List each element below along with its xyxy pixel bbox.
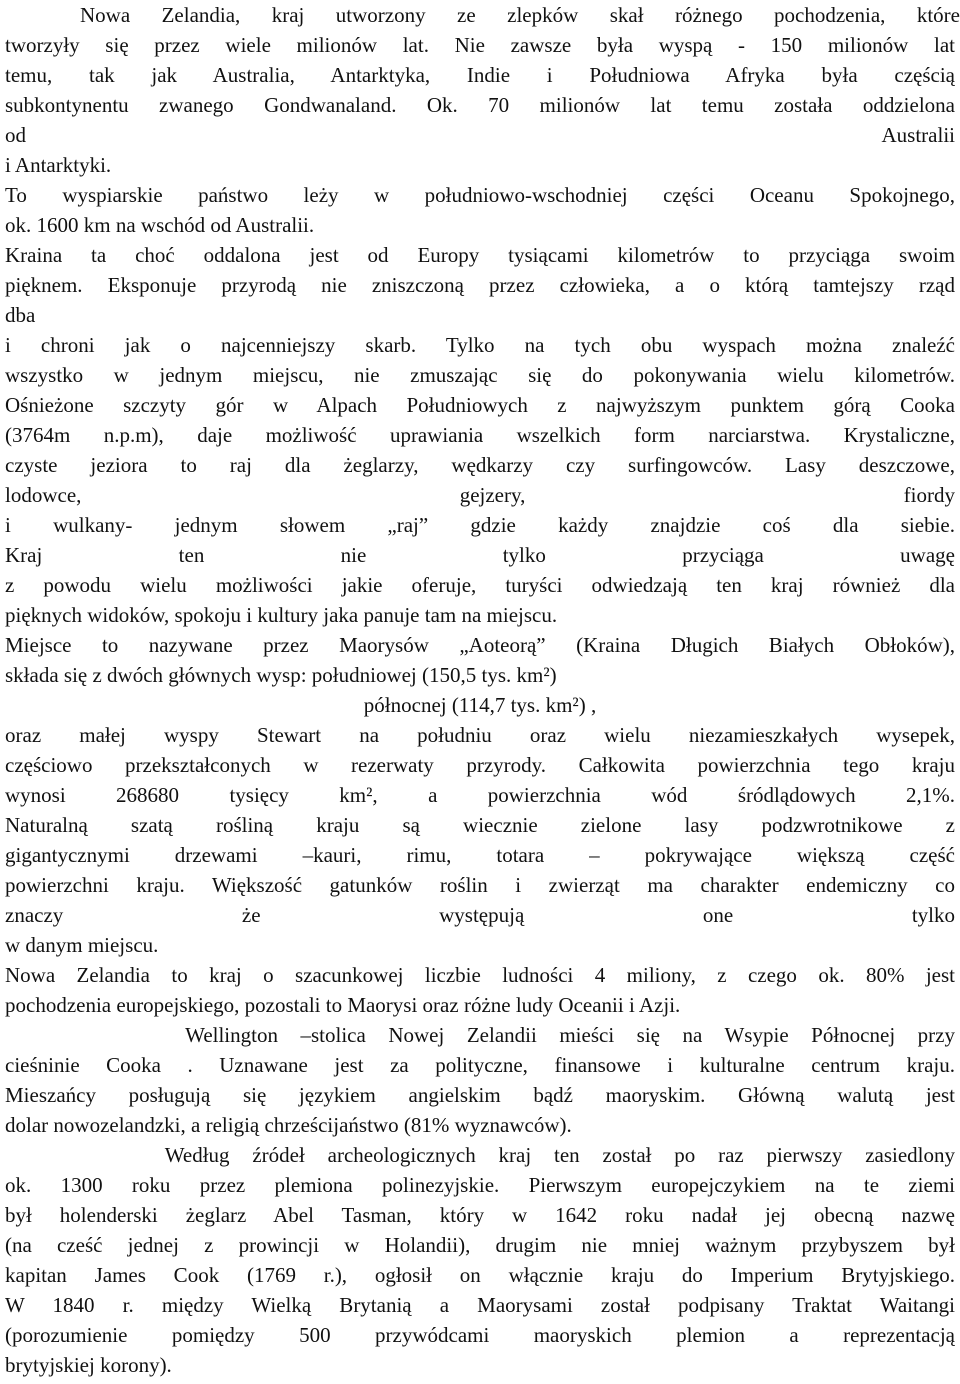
text-line: ok. 1300 roku przez plemiona polinezyjskie. Pierwszym europejczykiem na te ziemi bbox=[5, 1173, 955, 1197]
text-line: wszystko w jednym miejscu, nie zmuszając się do pokonywania wielu kilometrów. bbox=[5, 363, 955, 387]
text-line: z powodu wielu możliwości jakie oferuje, turyści odwiedzają ten kraj również dla bbox=[5, 573, 955, 597]
text-line: gigantycznymi drzewami –kauri, rimu, totara – pokrywające większą część bbox=[5, 843, 955, 867]
text-line: północnej (114,7 tys. km²) , bbox=[363, 693, 597, 717]
text-line: subkontynentu zwanego Gondwanaland. Ok. 70 milionów lat temu została oddzielona bbox=[5, 93, 955, 117]
text-line: ok. 1600 km na wschód od Australii. bbox=[5, 213, 315, 237]
text-line: Mieszańcy posługują się językiem angielskim bądź maoryskim. Główną walutą jest bbox=[5, 1083, 955, 1107]
text-line: dolar nowozelandzki, a religią chrześcijaństwo (81% wyznawców). bbox=[5, 1113, 572, 1137]
text-line: brytyjskiej korony). bbox=[5, 1353, 172, 1377]
text-line: powierzchni kraju. Większość gatunków roślin i zwierząt ma charakter endemiczny co bbox=[5, 873, 955, 897]
text-line: był holenderski żeglarz Abel Tasman, który w 1642 roku nadał jej obecną nazwę bbox=[5, 1203, 955, 1227]
text-line: pochodzenia europejskiego, pozostali to Maorysi oraz różne ludy Oceanii i Azji. bbox=[5, 993, 681, 1017]
text-line: częściowo przekształconych w rezerwaty przyrody. Całkowita powierzchnia tego kraju bbox=[5, 753, 955, 777]
text-line: Ośnieżone szczyty gór w Alpach Południowych z najwyższym punktem górą Cooka bbox=[5, 393, 955, 417]
text-line: kapitan James Cook (1769 r.), ogłosił on włącznie kraju do Imperium Brytyjskiego. bbox=[5, 1263, 955, 1287]
text-line: Nowa Zelandia, kraj utworzony ze zlepków skał różnego pochodzenia, które bbox=[80, 3, 960, 27]
text-line: i wulkany- jednym słowem „raj” gdzie każdy znajdzie coś dla siebie. bbox=[5, 513, 955, 537]
text-line: czyste jeziora to raj dla żeglarzy, wędkarzy czy surfingowców. Lasy deszczowe, bbox=[5, 453, 955, 477]
text-line: tworzyły się przez wiele milionów lat. Nie zawsze była wyspą - 150 milionów lat bbox=[5, 33, 955, 57]
text-line: znaczy że występują one tylko bbox=[5, 903, 955, 927]
text-line: pięknych widoków, spokoju i kultury jaka panuje tam na miejscu. bbox=[5, 603, 558, 627]
text-line: Nowa Zelandia to kraj o szacunkowej liczbie ludności 4 miliony, z czego ok. 80% jest bbox=[5, 963, 955, 987]
text-line: Wellington –stolica Nowej Zelandii mieści się na Wsypie Północnej przy bbox=[5, 1023, 955, 1047]
text-line: oraz małej wyspy Stewart na południu oraz wielu niezamieszkałych wysepek, bbox=[5, 723, 955, 747]
text-line: w danym miejscu. bbox=[5, 933, 159, 957]
text-line: To wyspiarskie państwo leży w południowo-wschodniej części Oceanu Spokojnego, bbox=[5, 183, 955, 207]
text-line: W 1840 r. między Wielką Brytanią a Maorysami został podpisany Traktat Waitangi bbox=[5, 1293, 955, 1317]
text-line: wynosi 268680 tysięcy km², a powierzchnia wód śródlądowych 2,1%. bbox=[5, 783, 955, 807]
text-line: lodowce, gejzery, fiordy bbox=[5, 483, 955, 507]
text-line: cieśninie Cooka . Uznawane jest za polityczne, finansowe i kulturalne centrum kraju. bbox=[5, 1053, 955, 1077]
text-line: (3764m n.p.m), daje możliwość uprawiania wszelkich form narciarstwa. Krystaliczne, bbox=[5, 423, 955, 447]
text-line: Kraj ten nie tylko przyciąga uwagę bbox=[5, 543, 955, 567]
text-line: składa się z dwóch głównych wysp: południowej (150,5 tys. km²) bbox=[5, 663, 557, 687]
text-line: Według źródeł archeologicznych kraj ten został po raz pierwszy zasiedlony bbox=[5, 1143, 955, 1167]
text-line: od Australii bbox=[5, 123, 955, 147]
text-line: temu, tak jak Australia, Antarktyka, Indie i Południowa Afryka była częścią bbox=[5, 63, 955, 87]
text-line: i Antarktyki. bbox=[5, 153, 112, 177]
text-line: dba bbox=[5, 303, 36, 327]
text-line: Miejsce to nazywane przez Maorysów „Aoteorą” (Kraina Długich Białych Obłoków), bbox=[5, 633, 955, 657]
text-line: Naturalną szatą rośliną kraju są wiecznie zielone lasy podzwrotnikowe z bbox=[5, 813, 955, 837]
text-line: (porozumienie pomiędzy 500 przywódcami maoryskich plemion a reprezentacją bbox=[5, 1323, 955, 1347]
text-line: i chroni jak o najcenniejszy skarb. Tylko na tych obu wyspach można znaleźć bbox=[5, 333, 955, 357]
text-line: Kraina ta choć oddalona jest od Europy tysiącami kilometrów to przyciąga swoim bbox=[5, 243, 955, 267]
text-line: pięknem. Eksponuje przyrodą nie zniszczoną przez człowieka, a o którą tamtejszy rząd bbox=[5, 273, 955, 297]
text-line: (na cześć jednej z prowincji w Holandii), drugim nie mniej ważnym przybyszem był bbox=[5, 1233, 955, 1257]
